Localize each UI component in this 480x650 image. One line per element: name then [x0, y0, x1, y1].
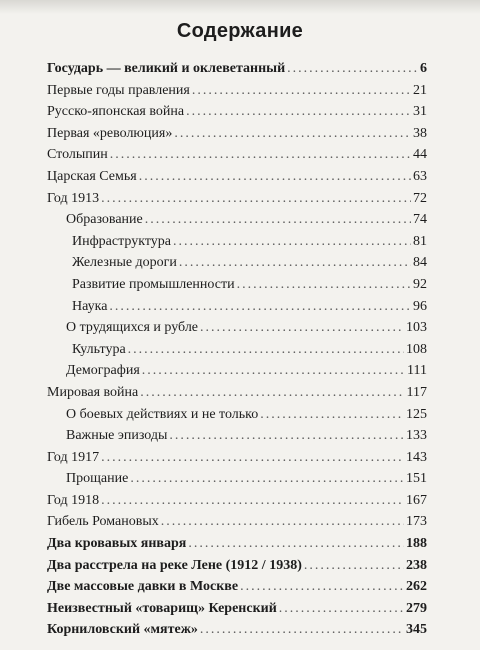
page-title: Содержание [176, 20, 304, 42]
toc-dot-leader [161, 511, 404, 533]
toc-entry-title: Неизвестный «товарищ» Керенский [47, 600, 277, 616]
toc-dot-leader [188, 533, 404, 555]
toc-entry-page-number: 72 [413, 190, 427, 206]
toc-entry[interactable] [47, 576, 427, 598]
toc-entry[interactable] [47, 511, 427, 533]
toc-entry[interactable] [47, 252, 427, 274]
toc-entry[interactable] [47, 209, 427, 231]
toc-entry-title: О трудящихся и рубле [66, 320, 199, 336]
toc-entry-title: Демография [66, 363, 140, 379]
toc-dot-leader [200, 317, 404, 339]
toc-entry[interactable] [47, 339, 427, 361]
toc-dot-leader [139, 166, 411, 188]
toc-entry-page-number: 117 [406, 384, 427, 400]
toc-entry[interactable] [47, 555, 427, 577]
toc-entry[interactable] [47, 188, 427, 210]
toc-dot-leader [186, 101, 411, 123]
toc-dot-leader [169, 425, 404, 447]
toc-entry-page-number: 74 [413, 212, 427, 228]
toc-entry-title: Прощание [66, 471, 129, 487]
toc-entry-page-number: 31 [413, 104, 427, 120]
toc-entry[interactable] [47, 533, 427, 555]
toc-entry-page-number: 108 [406, 341, 427, 357]
toc-dot-leader [130, 468, 404, 490]
toc-entry-page-number: 21 [413, 82, 427, 98]
toc-entry-title: Год 1913 [47, 190, 100, 206]
toc-entry-title: Два кровавых января [47, 536, 187, 552]
toc-entry[interactable] [47, 425, 427, 447]
toc-entry[interactable] [47, 144, 427, 166]
toc-entry[interactable] [47, 404, 427, 426]
toc-dot-leader [237, 274, 411, 296]
toc-entry-title: Наука [72, 298, 108, 314]
toc-entry-page-number: 143 [406, 449, 427, 465]
toc-entry-page-number: 103 [406, 320, 427, 336]
toc-dot-leader [101, 447, 404, 469]
toc-entry-page-number: 81 [413, 233, 427, 249]
toc-entry[interactable] [47, 80, 427, 102]
toc-entry-page-number: 173 [406, 514, 427, 530]
toc-entry-page-number: 151 [406, 471, 427, 487]
toc-entry[interactable] [47, 598, 427, 620]
toc-entry[interactable] [47, 58, 427, 80]
toc-entry-page-number: 167 [406, 492, 427, 508]
toc-entry-title: Важные эпизоды [66, 428, 168, 444]
toc-dot-leader [260, 404, 404, 426]
toc-entry-page-number: 63 [413, 168, 427, 184]
toc-entry-title: Две массовые давки в Москве [47, 579, 239, 595]
toc-entry-page-number: 125 [406, 406, 427, 422]
toc-entry-page-number: 345 [406, 622, 427, 638]
toc-entry[interactable] [47, 166, 427, 188]
toc-entry-title: Развитие промышленности [72, 276, 235, 292]
toc-entry[interactable] [47, 382, 427, 404]
toc-dot-leader [173, 231, 411, 253]
toc-entry-title: Мировая война [47, 384, 139, 400]
toc-entry-title: Первая «революция» [47, 125, 173, 141]
toc-entry-page-number: 44 [413, 147, 427, 163]
toc-dot-leader [174, 123, 411, 145]
toc-dot-leader [142, 360, 405, 382]
toc-entry-title: О боевых действиях и не только [66, 406, 259, 422]
toc-entry-title: Государь — великий и оклеветанный [47, 61, 286, 76]
toc-dot-leader [240, 576, 404, 598]
toc-entry[interactable] [47, 468, 427, 490]
toc-dot-leader [109, 296, 411, 318]
toc-entry-page-number: 38 [413, 125, 427, 141]
toc-dot-leader [200, 619, 404, 641]
toc-entry-title: Культура [72, 341, 126, 357]
toc-entry-title: Столыпин [47, 147, 108, 163]
toc-dot-leader [179, 252, 411, 274]
toc-entry-title: Первые годы правления [47, 82, 190, 98]
toc-entry-page-number: 133 [406, 428, 427, 444]
toc-entry-title: Инфраструктура [72, 233, 171, 249]
toc-entry-page-number: 262 [406, 579, 427, 595]
toc-entry[interactable] [47, 317, 427, 339]
toc-entry[interactable] [47, 296, 427, 318]
toc-entry-title: Образование [66, 212, 143, 228]
toc-entry-title: Царская Семья [47, 168, 137, 184]
toc-entry[interactable] [47, 490, 427, 512]
toc-entry[interactable] [47, 619, 427, 641]
toc-entry[interactable] [47, 360, 427, 382]
toc-entry[interactable] [47, 123, 427, 145]
toc-entry-page-number: 84 [413, 255, 427, 271]
toc-entry-page-number: 279 [406, 600, 427, 616]
toc-entry[interactable] [47, 231, 427, 253]
toc-dot-leader [110, 144, 411, 166]
table-of-contents [47, 58, 427, 641]
toc-entry-title: Год 1917 [47, 449, 100, 465]
toc-entry-page-number: 92 [413, 276, 427, 292]
toc-dot-leader [101, 188, 411, 210]
toc-dot-leader [192, 80, 411, 102]
toc-dot-leader [140, 382, 404, 404]
page-edge-shadow [0, 0, 480, 14]
toc-entry-title: Железные дороги [72, 255, 177, 271]
toc-entry-title: Гибель Романовых [47, 514, 159, 530]
toc-entry-title: Корниловский «мятеж» [47, 622, 198, 638]
toc-entry[interactable] [47, 274, 427, 296]
toc-entry-title: Два расстрела на реке Лене (1912 / 1938) [47, 557, 302, 573]
toc-entry[interactable] [47, 447, 427, 469]
toc-dot-leader [101, 490, 404, 512]
toc-dot-leader [145, 209, 411, 231]
toc-entry-title: Русско-японская война [47, 104, 185, 120]
toc-entry-page-number: 238 [406, 557, 427, 573]
toc-dot-leader [279, 598, 404, 620]
toc-entry-page-number: 188 [406, 536, 427, 552]
toc-entry-page-number: 96 [413, 298, 427, 314]
toc-entry-page-number: 111 [407, 363, 427, 379]
toc-entry[interactable] [47, 101, 427, 123]
toc-dot-leader [287, 58, 418, 80]
toc-dot-leader [304, 555, 404, 577]
toc-entry-page-number: 6 [420, 61, 427, 76]
toc-dot-leader [128, 339, 404, 361]
toc-entry-title: Год 1918 [47, 492, 100, 508]
